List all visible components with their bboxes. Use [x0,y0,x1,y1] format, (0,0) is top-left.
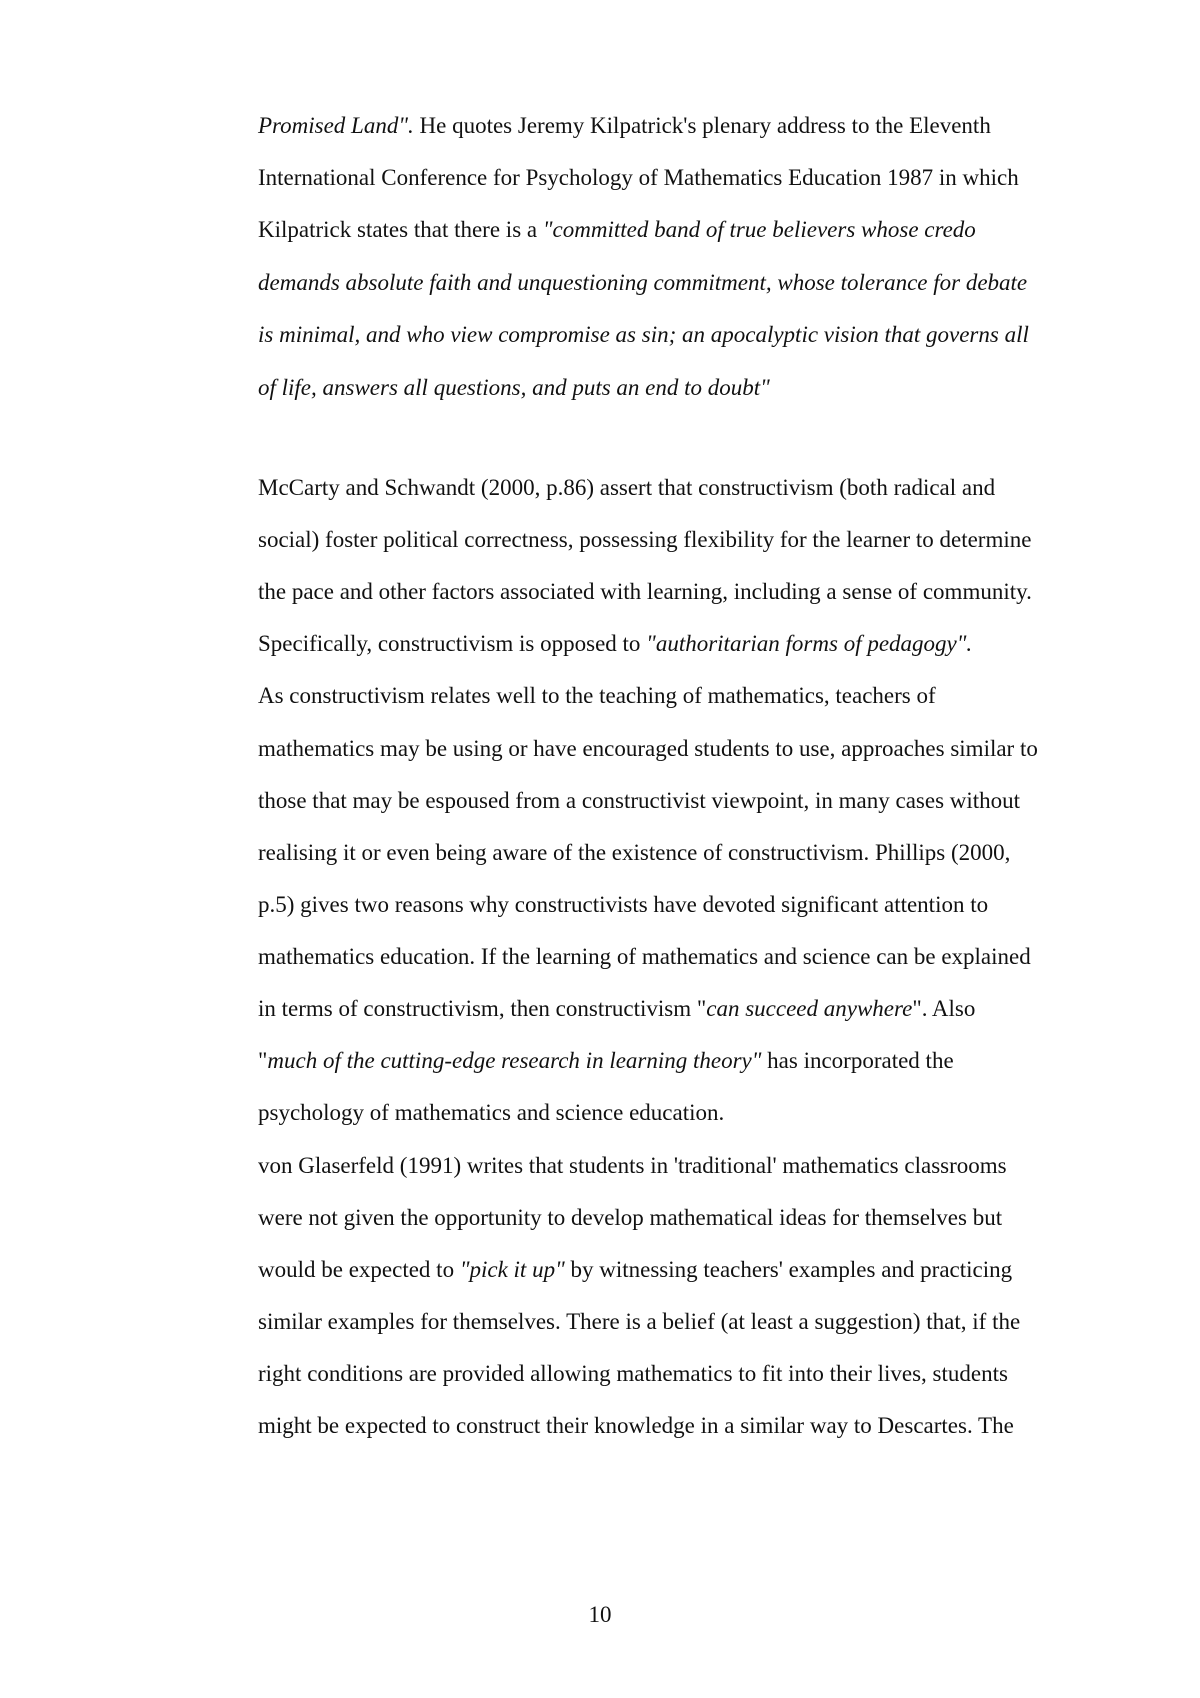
text-span: mathematics may be using or have encouraged students to use, approaches similar to [258,736,1038,761]
text-span: realising it or even being aware of the existence of constructivism. Phillips (2000, [258,840,1011,865]
text-line [258,994,975,1024]
text-span: As constructivism relates well to the teaching of mathematics, teachers of [258,683,936,708]
text-span: social) foster political correctness, possessing flexibility for the learner to determine [258,527,1032,552]
italic-text-span: "authoritarian forms of pedagogy". [646,631,973,656]
text-line [258,786,1020,816]
text-line [258,215,976,245]
text-line [258,473,995,503]
text-line [258,268,1027,298]
italic-text-span: can succeed anywhere [706,996,913,1021]
text-line [258,1203,1002,1233]
italic-text-span: of life, answers all questions, and puts an end to doubt" [258,375,770,400]
text-line [258,838,1010,868]
text-line [258,629,972,659]
text-span: mathematics education. If the learning of mathematics and science can be explained [258,944,1031,969]
text-span: similar examples for themselves. There is a belief (at least a suggestion) that, if the [258,1309,1021,1334]
text-line [258,1411,1014,1441]
page-number: 10 [588,1602,612,1627]
italic-text-span: "pick it up" [459,1257,565,1282]
text-span: would be expected to [258,1257,460,1282]
text-span: those that may be espoused from a constructivist viewpoint, in many cases without [258,788,1021,813]
text-line [258,1151,1007,1181]
text-span: has incorporated the [761,1048,954,1073]
text-line [258,734,1038,764]
text-span: von Glaserfeld (1991) writes that students in 'traditional' mathematics classrooms [258,1153,1007,1178]
text-line [258,890,988,920]
italic-text-span: much of the cutting-edge research in learning theory" [267,1048,762,1073]
text-span: might be expected to construct their knowledge in a similar way to Descartes. The [258,1413,1014,1438]
text-span: p.5) gives two reasons why constructivists have devoted significant attention to [258,892,989,917]
text-span: Specifically, constructivism is opposed to [258,631,647,656]
text-line [258,525,1031,555]
text-span: the pace and other factors associated with learning, including a sense of community. [258,579,1032,604]
text-line [258,1098,724,1128]
italic-text-span: "committed band of true believers whose credo [542,217,976,242]
text-line [258,1046,954,1076]
text-span: were not given the opportunity to develop mathematical ideas for themselves but [258,1205,1003,1230]
text-span: He quotes Jeremy Kilpatrick's plenary address to the Eleventh [419,113,991,138]
text-span: right conditions are provided allowing mathematics to fit into their lives, students [258,1361,1008,1386]
text-line [258,1255,1012,1285]
text-span: Kilpatrick states that there is a [258,217,543,242]
text-line [258,163,1019,193]
text-line [258,1307,1020,1337]
text-span: International Conference for Psychology of Mathematics Education 1987 in which [258,165,1019,190]
italic-text-span: Promised Land". [258,113,420,138]
text-line [258,320,1029,350]
text-line [258,942,1031,972]
text-span: ". Also [912,996,976,1021]
text-span: " [258,1048,268,1073]
text-line [258,111,991,141]
italic-text-span: is minimal, and who view compromise as sin; an apocalyptic vision that governs all [258,322,1029,347]
text-span: McCarty and Schwandt (2000, p.86) assert that constructivism (both radical and [258,475,996,500]
text-span: by witnessing teachers' examples and practicing [564,1257,1013,1282]
text-line [258,681,936,711]
text-line [258,577,1032,607]
italic-text-span: demands absolute faith and unquestioning commitment, whose tolerance for debate [258,270,1028,295]
text-line [258,373,770,403]
text-span: in terms of constructivism, then constructivism " [258,996,707,1021]
text-span: psychology of mathematics and science education. [258,1100,725,1125]
text-line [258,1359,1008,1389]
